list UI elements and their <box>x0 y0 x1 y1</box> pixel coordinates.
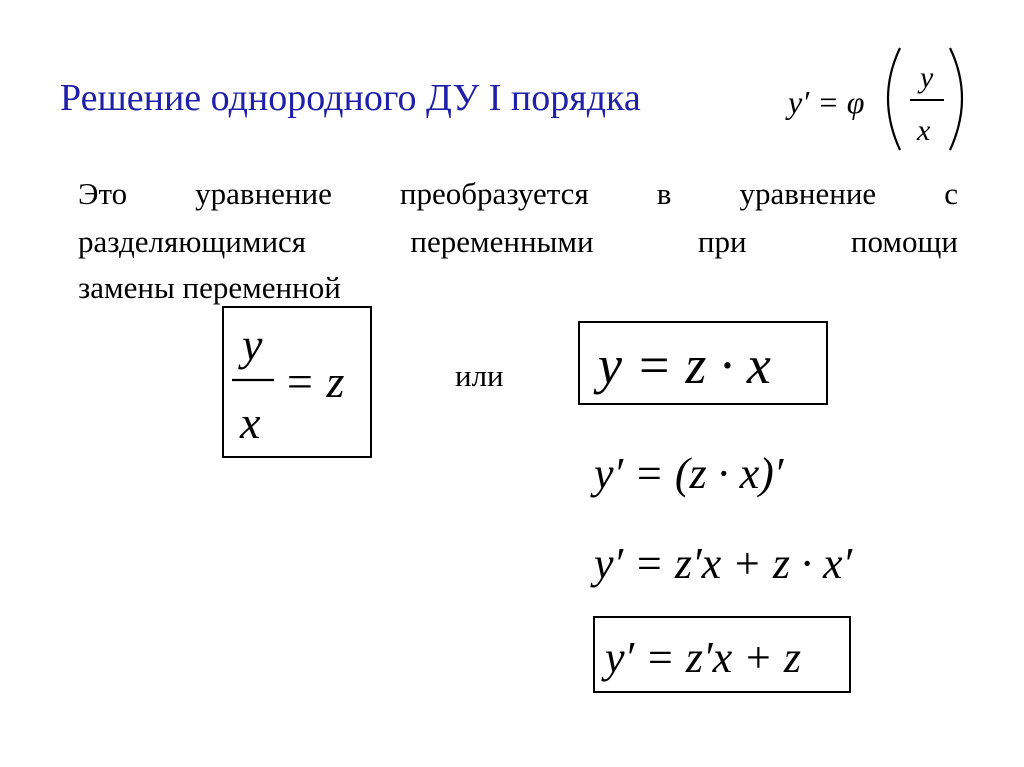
box2-text: y = z · x <box>598 335 771 395</box>
right-paren-shape <box>950 48 962 150</box>
title-formula <box>785 48 962 150</box>
box3-text: y′ = z′x + z <box>605 633 801 682</box>
title-formula-den: x <box>917 114 931 147</box>
eq-derivative-product: y′ = (z · x)′ <box>594 449 784 498</box>
title-formula-lhs: y′ = φ <box>788 84 865 120</box>
paragraph-line-2: разделяющимися переменными при помощи <box>78 224 958 259</box>
paragraph-line-1: Это уравнение преобразуется в уравнение с <box>78 176 958 211</box>
eq-product-rule: y′ = z′x + z · x′ <box>594 539 853 588</box>
paragraph-line-3: замены переменной <box>78 270 341 305</box>
box-substitution <box>223 307 371 457</box>
box1-den: x <box>240 397 261 448</box>
title-formula-num: y <box>920 61 934 94</box>
box-final <box>594 617 850 692</box>
slide-title: Решение однородного ДУ I порядка <box>60 77 641 119</box>
box-y-equals-zx <box>579 322 827 404</box>
box1-rhs: = z <box>284 356 345 407</box>
box1-num: y <box>242 319 263 370</box>
left-paren-shape <box>888 48 900 150</box>
or-word: или <box>455 358 504 393</box>
